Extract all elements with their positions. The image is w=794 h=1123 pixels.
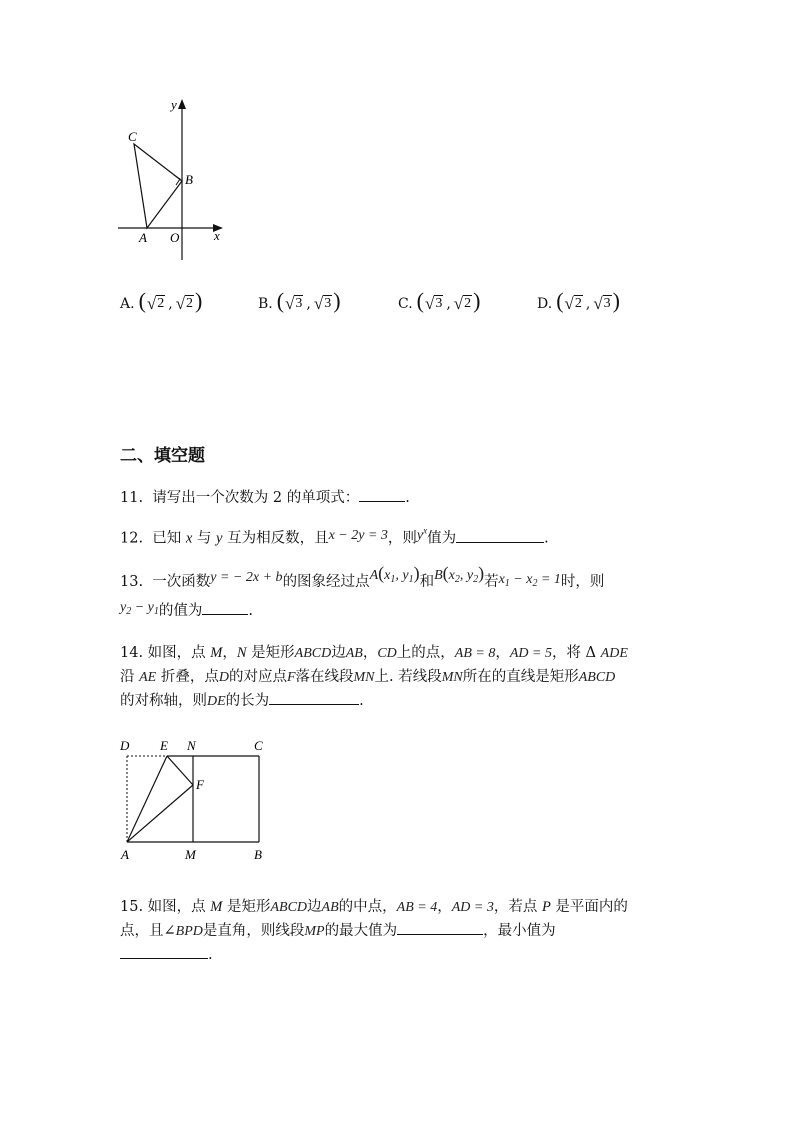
label-c: C	[254, 738, 263, 753]
answer-blank[interactable]	[359, 489, 405, 502]
sqrt: √ 2	[453, 294, 472, 313]
question-14-line-1: 14. 如图，点 M，N 是矩形ABCD边AB，CD上的点，AB = 8，AD = 5，将 Δ ADE	[120, 645, 628, 661]
sqrt: √ 2	[146, 294, 165, 313]
label-y: y	[171, 97, 177, 112]
question-12: 12. 已知 x 与 y 互为相反数，且x − 2y = 3，则$y^x$值为 .	[120, 525, 549, 547]
sqrt: √ 3	[425, 294, 443, 313]
option-a[interactable]: A. ( √ 2 , √ 2 )	[120, 288, 203, 313]
label-x: x	[214, 228, 220, 243]
option-letter: C.	[398, 296, 413, 312]
condition: $x_1 - x_2 = 1$	[498, 572, 561, 589]
answer-blank-min[interactable]	[120, 946, 208, 959]
label-o: O	[170, 230, 180, 245]
option-d[interactable]: D. ( √ 2 , √ 3 )	[537, 288, 620, 313]
label-a: A	[139, 230, 147, 245]
label-a: A	[121, 847, 129, 862]
option-letter: B.	[258, 296, 273, 312]
label-m: M	[185, 847, 196, 862]
equation: x − 2y = 3	[328, 527, 388, 543]
answer-blank[interactable]	[269, 692, 359, 705]
option-c[interactable]: C. ( √ 3 , √ 2 )	[398, 288, 481, 313]
option-letter: D.	[537, 296, 553, 312]
question-14-line-2: 沿 AE 折叠，点D的对应点F落在线段MN上. 若线段MN所在的直线是矩形ABCD	[120, 669, 616, 685]
y-axis-arrow	[178, 99, 186, 109]
label-f: F	[196, 777, 204, 792]
question-14-line-3: 的对称轴，则DE的长为 .	[120, 693, 364, 709]
label-b: B	[185, 172, 193, 187]
label-d: D	[120, 738, 130, 753]
segment-ef	[167, 756, 193, 785]
sqrt: √ 3	[313, 294, 332, 313]
coordinate-triangle-figure	[110, 95, 240, 265]
segment-af	[127, 785, 193, 842]
label-e: E	[160, 738, 168, 753]
question-13-line-1: 13. 一次函数y = − 2x + b的图象经过点$A(x_1$, $y_1$)和$B(x_2$, $y_2$)若$x_1 - x_2 = 1$时，则	[120, 563, 605, 590]
label-n: N	[187, 738, 196, 753]
sqrt: √ 3	[285, 294, 303, 313]
rectangle-fold-figure	[115, 735, 275, 865]
section-heading: 二、填空题	[120, 446, 205, 466]
segment-ae	[127, 756, 167, 842]
answer-blank-max[interactable]	[397, 922, 483, 935]
question-13-line-2: $y_2 - y_1$的值为 .	[120, 600, 253, 619]
sqrt: √ 2	[175, 294, 194, 313]
triangle-abc	[134, 144, 182, 228]
question-11: 11. 请写出一个次数为 2 的单项式： .	[120, 490, 410, 506]
question-15-line-2: 点，且∠BPD是直角，则线段MP的最大值为 ，最小值为	[120, 923, 556, 939]
sqrt: √ 2	[564, 294, 582, 313]
right-angle-mark	[174, 175, 180, 185]
question-15-line-3: .	[120, 945, 213, 965]
sqrt: √ 3	[593, 294, 611, 313]
label-b: B	[254, 847, 262, 862]
label-c: C	[128, 129, 137, 144]
answer-blank[interactable]	[456, 530, 544, 543]
option-b[interactable]: B. ( √ 3 , √ 3 )	[258, 288, 341, 313]
option-letter: A.	[120, 296, 135, 312]
answer-blank[interactable]	[202, 602, 248, 615]
linear-function: y = − 2x + b	[210, 570, 283, 585]
question-15-line-1: 15. 如图，点 M 是矩形ABCD边AB的中点，AB = 4，AD = 3，若点 P 是平面内的	[120, 899, 628, 915]
